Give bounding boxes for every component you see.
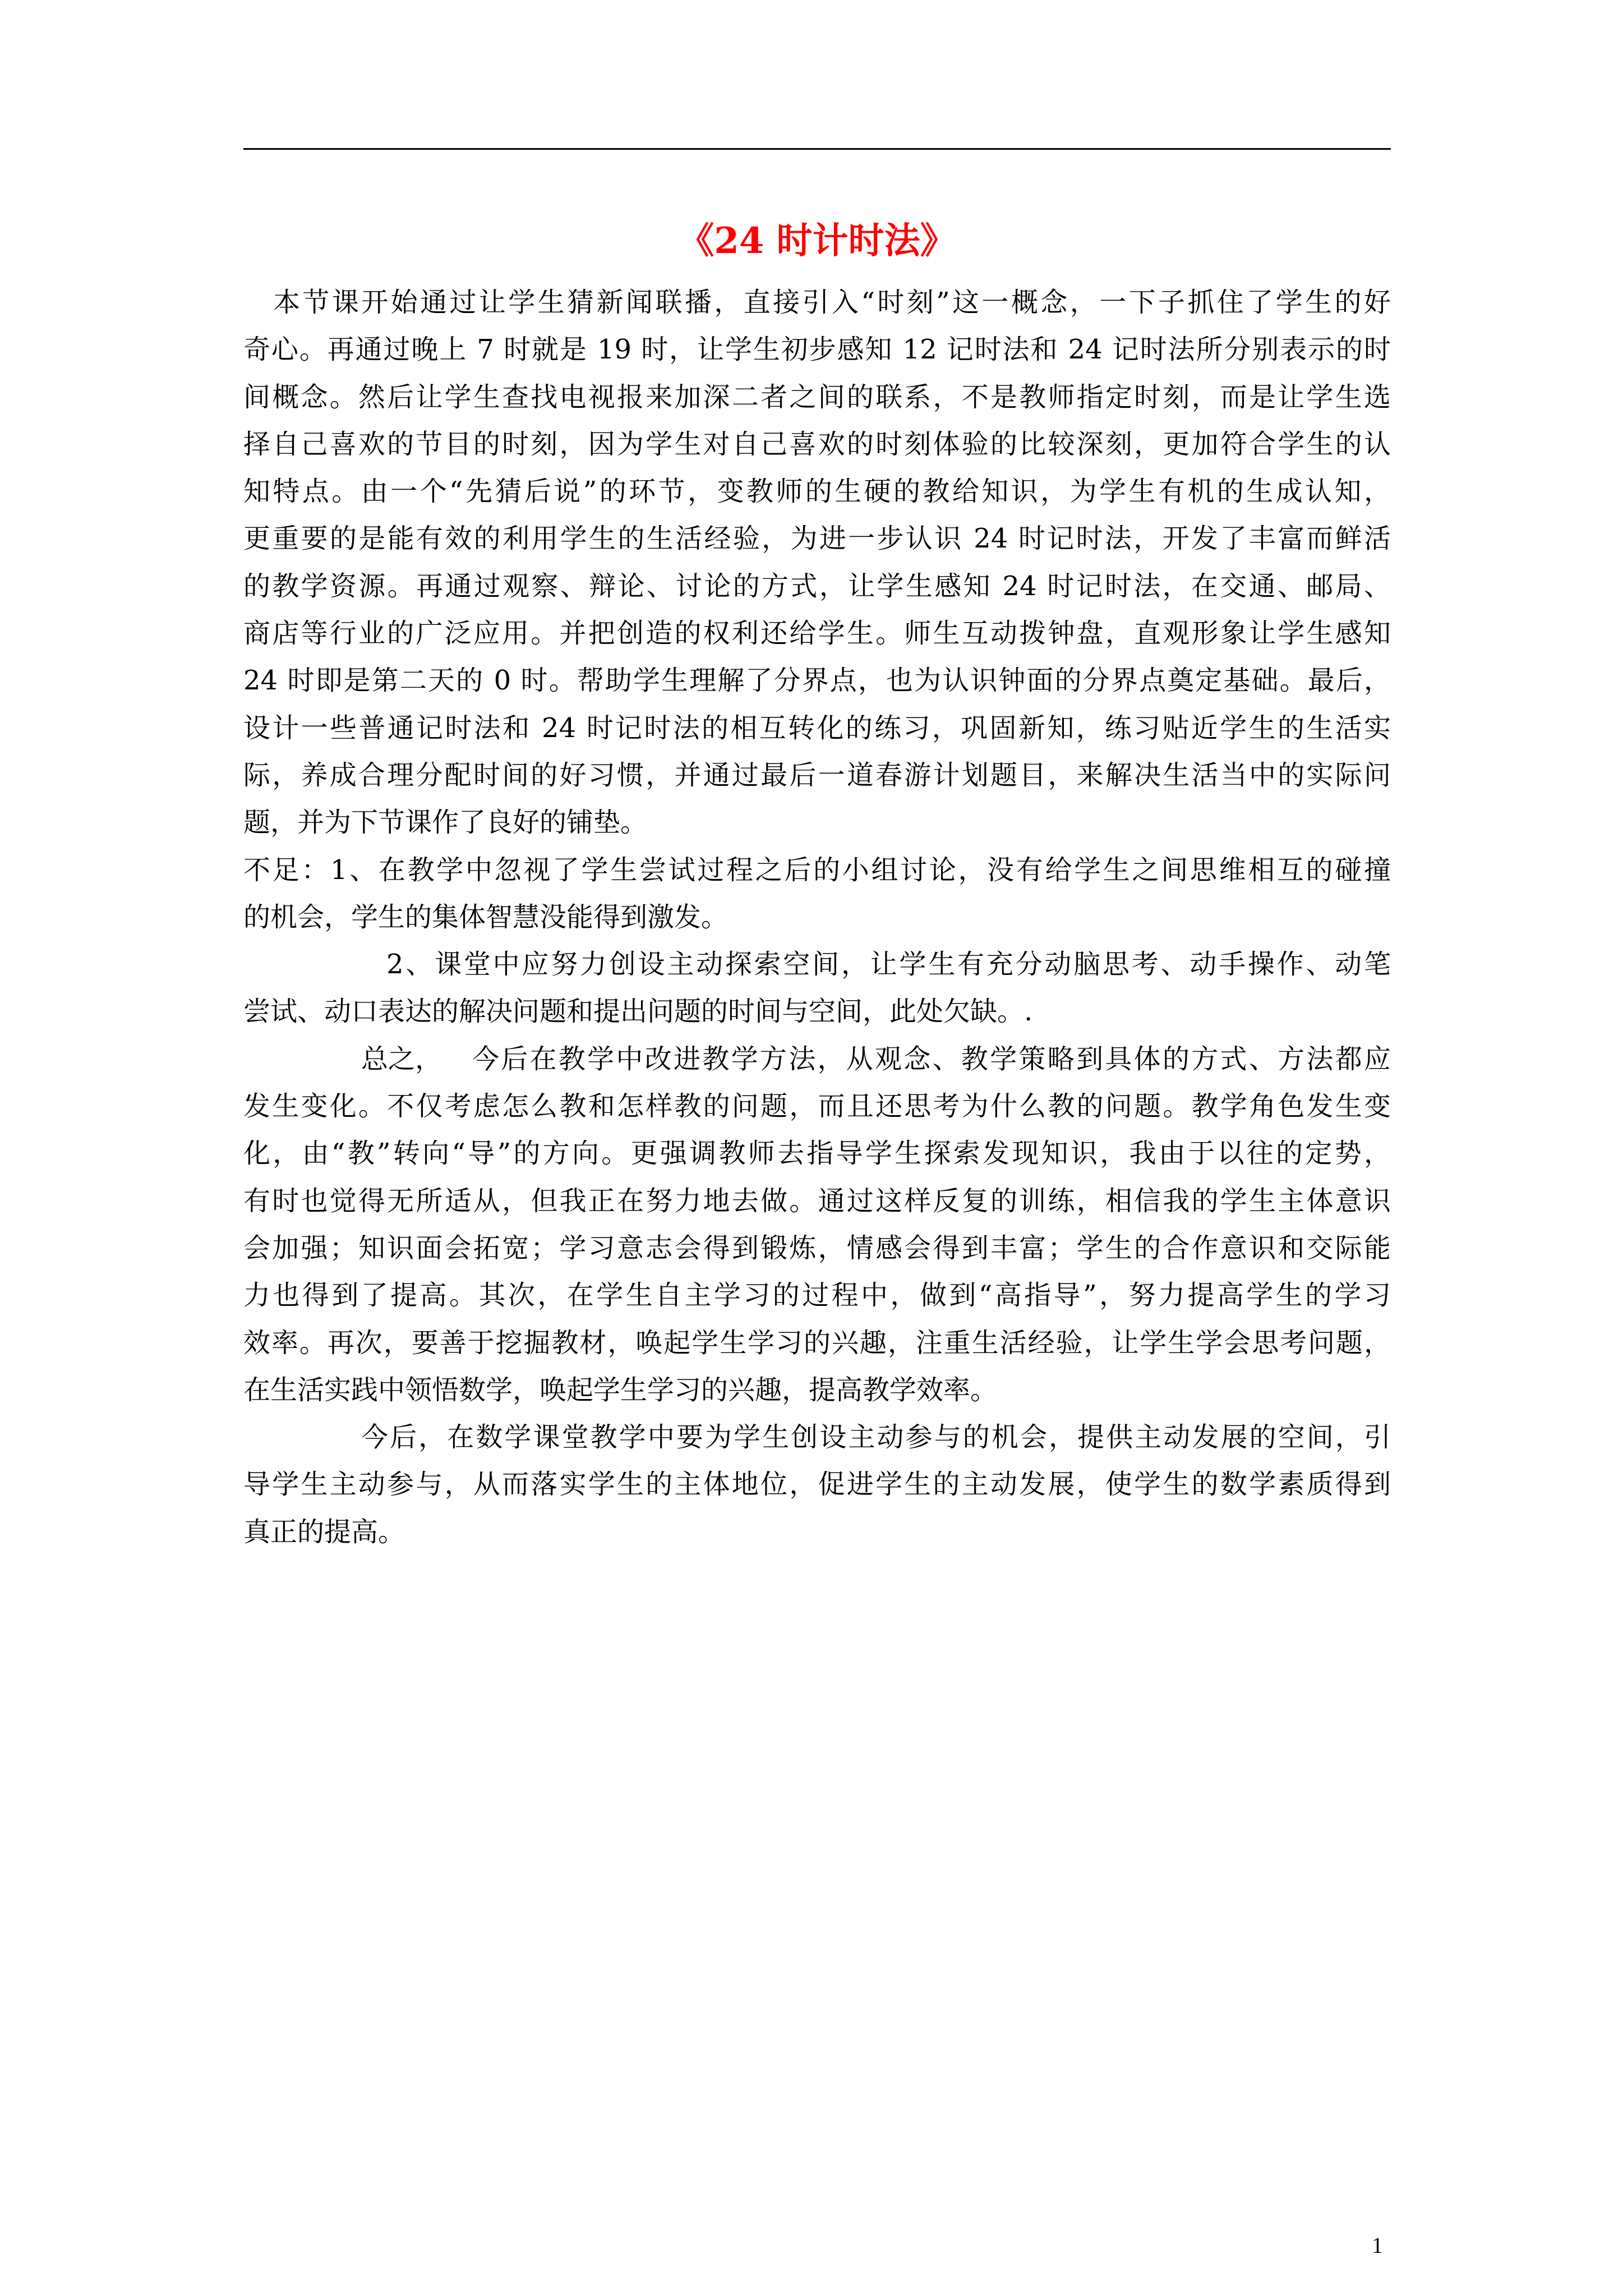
paragraph-line: 导学生主动参与，从而落实学生的主体地位，促进学生的主动发展，使学生的数学素质得到	[243, 1469, 1391, 1501]
paragraph-line: 会加强；知识面会拓宽；学习意志会得到锻炼，情感会得到丰富；学生的合作意识和交际能	[243, 1232, 1391, 1264]
paragraph-line: 发生变化。不仅考虑怎么教和怎样教的问题，而且还思考为什么教的问题。教学角色发生变	[243, 1091, 1391, 1122]
paragraph-line: 的教学资源。再通过观察、辩论、讨论的方式，让学生感知 24 时记时法，在交通、邮局、	[243, 570, 1391, 602]
paragraph-line: 知特点。由一个“先猜后说”的环节，变教师的生硬的教给知识，为学生有机的生成认知，	[243, 476, 1391, 508]
paragraph-line: 力也得到了提高。其次，在学生自主学习的过程中，做到“高指导”，努力提高学生的学习	[243, 1280, 1391, 1312]
document-body	[243, 279, 1391, 1556]
body-paragraph	[243, 1036, 1391, 1414]
paragraph-line: 择自己喜欢的节目的时刻，因为学生对自己喜欢的时刻体验的比较深刻，更加符合学生的认	[243, 428, 1391, 460]
paragraph-line: 今后，在数学课堂教学中要为学生创设主动参与的机会，提供主动发展的空间，引	[361, 1421, 1391, 1453]
paragraph-line: 效率。再次，要善于挖掘教材，唤起学生学习的兴趣，注重生活经验，让学生学会思考问题，	[243, 1327, 1391, 1359]
paragraph-line: 更重要的是能有效的利用学生的生活经验，为进一步认识 24 时记时法，开发了丰富而鲜活	[243, 523, 1391, 555]
body-paragraph	[243, 846, 1391, 941]
paragraph-line: 的机会，学生的集体智慧没能得到激发。	[243, 901, 728, 933]
paragraph-line: 商店等行业的广泛应用。并把创造的权利还给学生。师生互动拨钟盘，直观形象让学生感知	[243, 618, 1391, 650]
paragraph-line: 本节课开始通过让学生猜新闻联播，直接引入“时刻”这一概念，一下子抓住了学生的好	[273, 287, 1391, 318]
paragraph-line: 有时也觉得无所适从，但我正在努力地去做。通过这样反复的训练，相信我的学生主体意识	[243, 1185, 1391, 1217]
paragraph-line: 在生活实践中领悟数学，唤起学生学习的兴趣，提高教学效率。	[243, 1374, 998, 1406]
body-paragraph	[243, 1414, 1391, 1556]
paragraph-line	[243, 1036, 1391, 1083]
paragraph-line: 尝试、动口表达的解决问题和提出问题的时间与空间，此处欠缺。.	[243, 996, 1033, 1028]
paragraph-line: 奇心。再通过晚上 7 时就是 19 时，让学生初步感知 12 记时法和 24 记时法所分别表示的时	[243, 334, 1391, 366]
paragraph-line: 际，养成合理分配时间的好习惯，并通过最后一道春游计划题目，来解决生活当中的实际问	[243, 759, 1391, 791]
page-number: 1	[1372, 2233, 1383, 2258]
body-paragraph	[243, 941, 1391, 1036]
paragraph-line: 2、课堂中应努力创设主动探索空间，让学生有充分动脑思考、动手操作、动笔	[386, 949, 1391, 981]
paragraph-lead: 总之，	[361, 1043, 442, 1075]
paragraph-line: 设计一些普通记时法和 24 时记时法的相互转化的练习，巩固新知，练习贴近学生的生活实	[243, 712, 1391, 744]
page-title: 《24 时计时法》	[678, 220, 956, 262]
paragraph-line: 24 时即是第二天的 0 时。帮助学生理解了分界点，也为认识钟面的分界点奠定基础。最后，	[243, 665, 1391, 697]
header-rule	[243, 148, 1391, 150]
paragraph-line: 题，并为下节课作了良好的铺垫。	[243, 807, 648, 839]
body-paragraph	[243, 279, 1391, 846]
paragraph-line: 真正的提高。	[243, 1516, 405, 1548]
paragraph-line-text: 今后在教学中改进教学方法，从观念、教学策略到具体的方式、方法都应	[472, 1043, 1391, 1075]
paragraph-line: 不足：1、在教学中忽视了学生尝试过程之后的小组讨论，没有给学生之间思维相互的碰撞	[243, 854, 1391, 886]
paragraph-line: 间概念。然后让学生查找电视报来加深二者之间的联系，不是教师指定时刻，而是让学生选	[243, 381, 1391, 413]
paragraph-line: 化，由“教”转向“导”的方向。更强调教师去指导学生探索发现知识，我由于以往的定势，	[243, 1138, 1391, 1170]
